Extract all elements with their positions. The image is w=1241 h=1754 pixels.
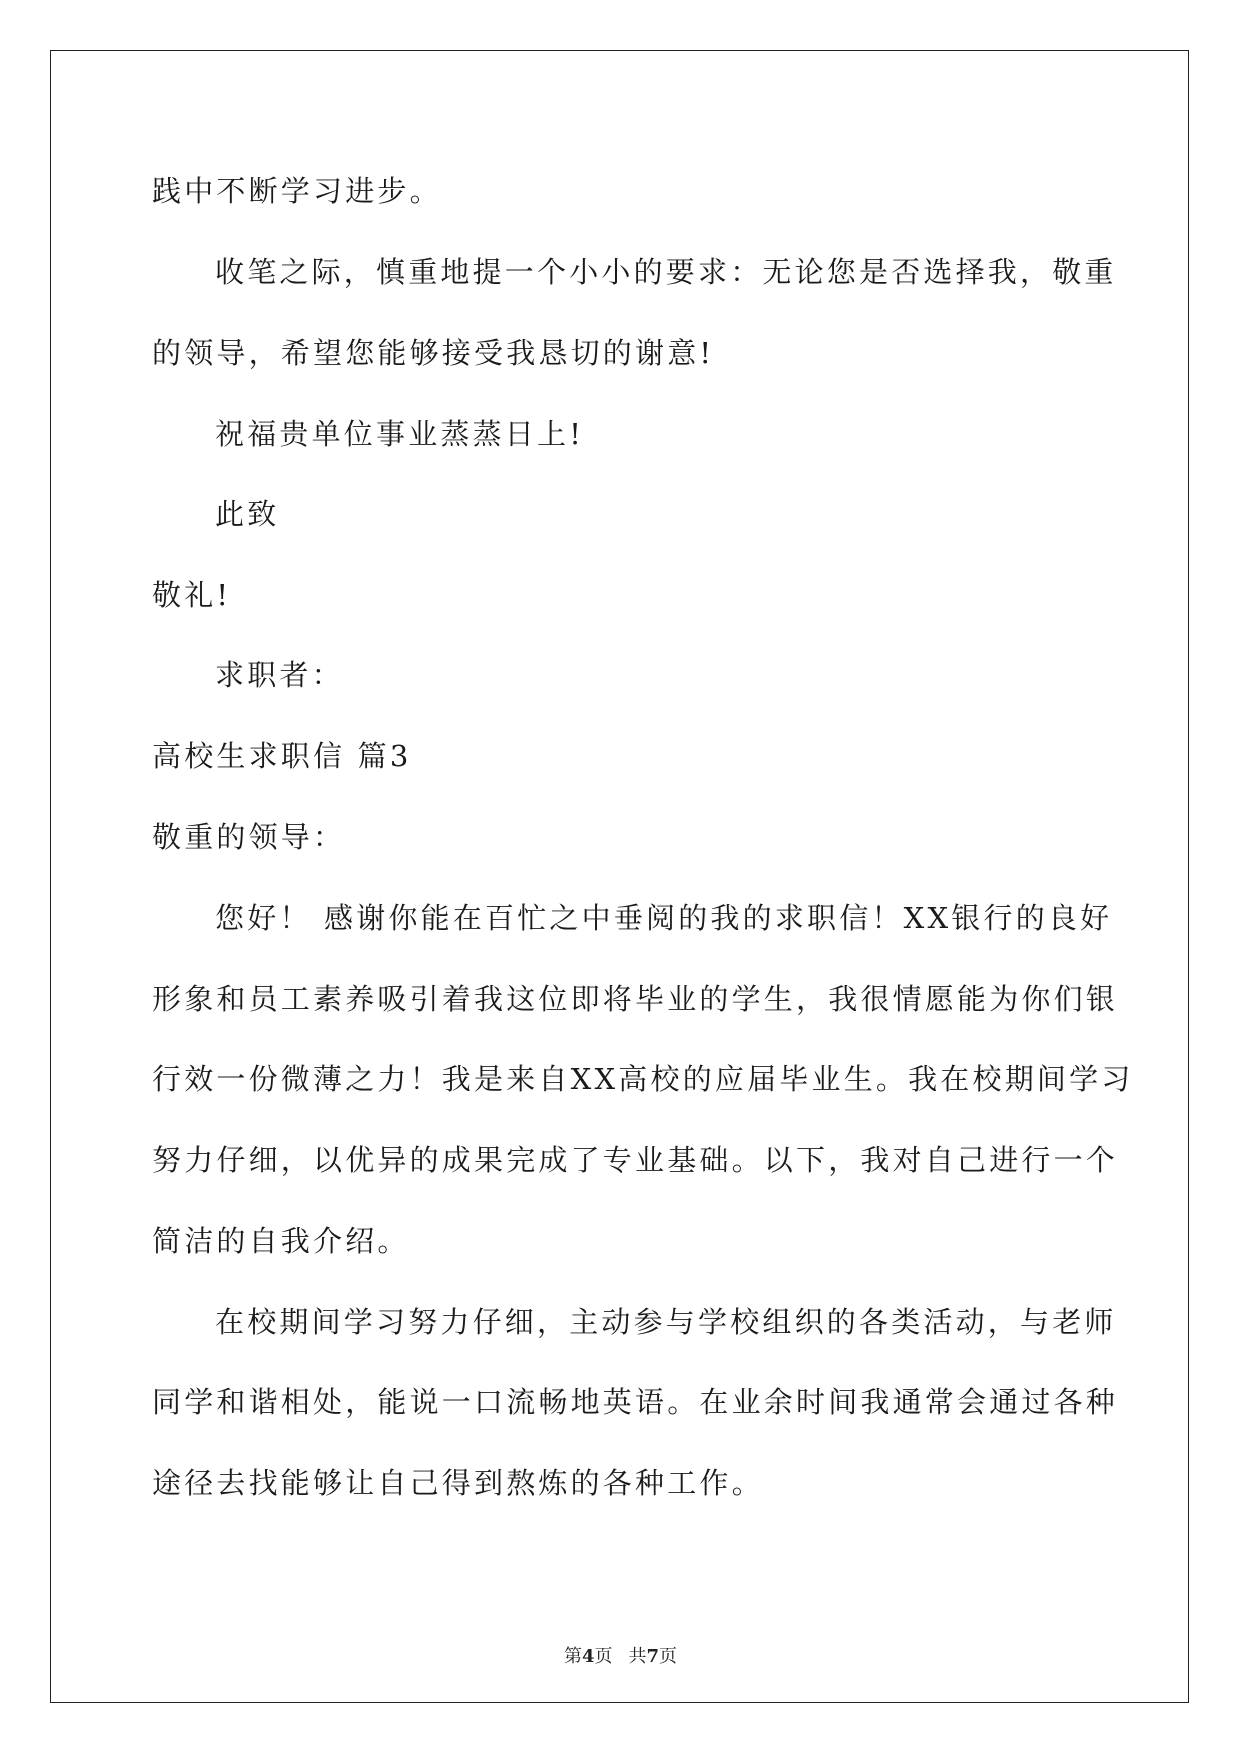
body-line: 收笔之际，慎重地提一个小小的要求：无论您是否选择我，敬重 [215,255,1117,289]
body-line: 努力仔细，以优异的成果完成了专业基础。以下，我对自己进行一个 [152,1143,1119,1177]
page-number-footer [0,1645,1241,1669]
total-page-number: 7 [646,1646,660,1667]
closing-respect: 敬礼! [152,578,232,612]
closing-salutation: 此致 [215,497,280,531]
current-page-number: 4 [581,1646,595,1667]
body-line: 践中不断学习进步。 [152,174,442,208]
body-line: 行效一份微薄之力！我是来自XX高校的应届毕业生。我在校期间学习 [152,1062,1134,1096]
body-line: 祝福贵单位事业蒸蒸日上! [215,417,585,451]
body-line: 在校期间学习努力仔细，主动参与学校组织的各类活动，与老师 [215,1305,1117,1339]
body-line: 同学和谐相处，能说一口流畅地英语。在业余时间我通常会通过各种 [152,1385,1119,1419]
total-prefix: 共 [628,1646,647,1667]
body-line: 简洁的自我介绍。 [152,1224,410,1258]
body-line: 形象和员工素养吸引着我这位即将毕业的学生，我很情愿能为你们银 [152,982,1119,1016]
applicant-signature: 求职者： [215,658,344,692]
page-border [50,50,1189,1703]
greeting: 敬重的领导： [152,820,346,854]
body-line: 的领导，希望您能够接受我恳切的谢意! [152,336,715,370]
page-prefix: 第 [563,1646,582,1667]
section-heading: 高校生求职信 篇3 [152,739,412,773]
page-label: 页 [594,1646,613,1667]
body-line: 您好！ 感谢你能在百忙之中垂阅的我的求职信！XX银行的良好 [215,901,1113,935]
body-line: 途径去找能够让自己得到熬炼的各种工作。 [152,1466,764,1500]
total-label: 页 [659,1646,678,1667]
